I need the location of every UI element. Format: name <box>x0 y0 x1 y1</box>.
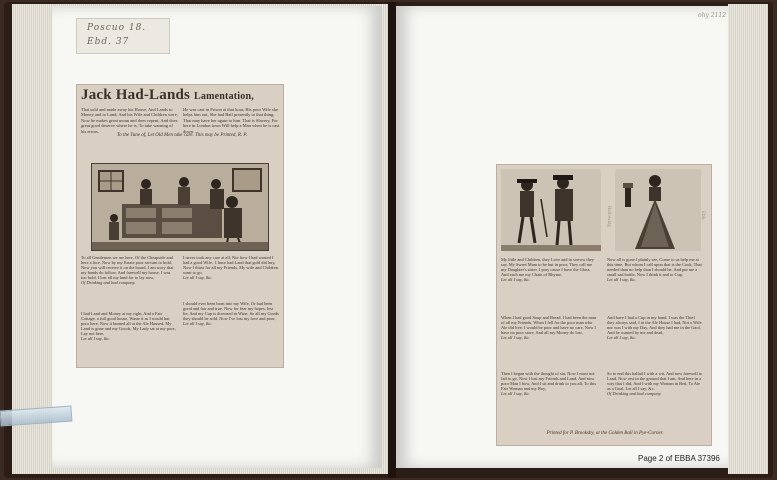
ballad-title-sub: Lamentation, <box>194 91 254 102</box>
ballad-sheet-left <box>76 84 284 368</box>
label-line-1: Poscuo 18. <box>87 23 147 33</box>
stanza-refrain: Let all I say, &c. <box>183 275 213 281</box>
ballad-stanza-4 <box>183 301 279 326</box>
stanza-text: I should ever been born into my Wife, Or had been good and fair and true, Now for fear my hopes, lost lie, And my Cup is drowned in Wine, So all my Goods they should be sold, Now I've lost my love and poor, <box>183 301 279 322</box>
stanza-refrain: Of Drinking and bad company. <box>81 280 136 286</box>
faded-side-text-a: Bellowing <box>606 205 611 227</box>
ballad-stanza-3 <box>183 255 279 280</box>
stanza-refrain: Let all I say, &c. <box>501 277 531 283</box>
stanza-refrain: Let all I say, &c. <box>81 336 111 342</box>
three-figures-drawing <box>501 169 601 251</box>
stanza-text: My little and Children, they Love and in sorrow they say, My Sweet Mam to be but in poor, They call me my Daughter's sister, I pray cause I have the Glass, And each me my Chain of Rhyme, <box>501 257 594 278</box>
ballad-intro-left: That sold and made away his House, And Lands to Money and to Land, And his Wife and Children were, Now he makes great moan and does repent, And does great good deserve where he is, To take warning of his errors. <box>81 107 178 134</box>
stanza-text: I had Land and Money at my right, And a Fair Cottage, a full good house, Waste it as I would but poor here, Now it burned all at the Ale Housed, My Land is gone and my Goods, My Lady sat at my poor, Lay not here, <box>81 311 176 337</box>
stanza-refrain: Let all I say, &c. <box>501 391 531 397</box>
stanza-text: To all Gentlemen we are here, Of the Cheapside and here a fore, Now by my Estate poor servant to hold, Now you will receive it on the board, I am sorry that my hands do follow, And farewell my house, I was too bold, I lost all my land for to lay now, <box>81 255 174 281</box>
ballad-title-main: Jack Had-Lands <box>81 87 191 103</box>
stanza-refrain: Let all I say, &c. <box>501 335 531 341</box>
ballad-sheet-right <box>496 164 712 446</box>
stanza-refrain: Of Drinking and bad company. <box>607 391 662 397</box>
right-page-edges <box>728 4 768 474</box>
ballad-tune-line: To the Tune of, Let Old Men take care. This may be Printed, R. P. <box>116 133 248 138</box>
ballad-stanza-6 <box>501 315 597 340</box>
stanza-text: So to end this ballad I with a wit, And now farewell to Land, Now rest in the ground that I am, And here in a way that I did, And I with my Woman in Bed, To Ale as a Goal, Let all I say, &c. <box>607 371 703 392</box>
stanza-text: I never took any care at all, Nor how I had wasted I had a good Wife,. I have had Land that gold did buy, Now I thirst for all my Friends, My wife and Children want to go, <box>183 255 278 276</box>
ballad-stanza-2 <box>81 311 177 342</box>
page-caption: Page 2 of EBBA 37396 <box>638 454 720 463</box>
three-figures-woodcut <box>501 169 601 251</box>
catalog-label-slip <box>76 18 170 54</box>
stanza-text: Now all is gone I plainly see, Come to us help me at this time, But whom I call upon that is the Cook, That needed than no help than I should be, And put me a small sad bottle, Now I think it and to Cup, <box>607 257 702 278</box>
stanza-text: And have I had a Cup in my hand, I was the Thief they always said, I in the Ale House I had, Not a Wife nor was I with my Day, And they had me in the Gaol, And he wanted by me and dead, <box>607 315 702 336</box>
ballad-stanza-8 <box>607 257 703 282</box>
stanza-refrain: Let all I say, &c. <box>607 277 637 283</box>
stanza-text: When I had good Soup and Bread, I had been the man of all my Friends, When I fell for the poor man who Ale did live, I would be poor and have no care, Now I have no poor store, And all my Money do lost, <box>501 315 597 336</box>
ballad-stanza-1 <box>81 255 177 286</box>
book-gutter <box>388 2 396 478</box>
ballad-stanza-7 <box>501 371 597 396</box>
stanza-refrain: Let all I say, &c. <box>607 335 637 341</box>
pencil-annotation: ohy 2112 <box>698 12 727 19</box>
ballad-stanza-5 <box>501 257 597 282</box>
printer-imprint: Printed for P. Brooksby, at the Golden Ball in Pye-Corner. <box>546 431 664 436</box>
faded-side-text-b: Ebb. <box>700 211 705 221</box>
tavern-woodcut-image <box>91 163 269 251</box>
ballad-title <box>81 87 254 104</box>
stanza-text: Then I began with the thought of sin, Now I must not fail to go, Now I lost my Friends and Land, And now poor Man I bow, And I sit and drink to you all, To this Fair Woman and my Boy, <box>501 371 597 392</box>
ballad-stanza-9 <box>607 315 703 340</box>
ballad-stanza-10 <box>607 371 703 396</box>
ballad-intro-right: He was cast in Prison at that hour, His poor Wife she helps him out, She had Bail presently to that thing, That may have her again to him. That is Slavery, For here in London town Will help a Man when he is cast down. <box>183 107 280 134</box>
woodcut-drawing <box>92 164 268 250</box>
stanza-refrain: Let all I say, &c. <box>183 321 213 327</box>
label-line-2: Ebd. 37 <box>87 37 130 47</box>
